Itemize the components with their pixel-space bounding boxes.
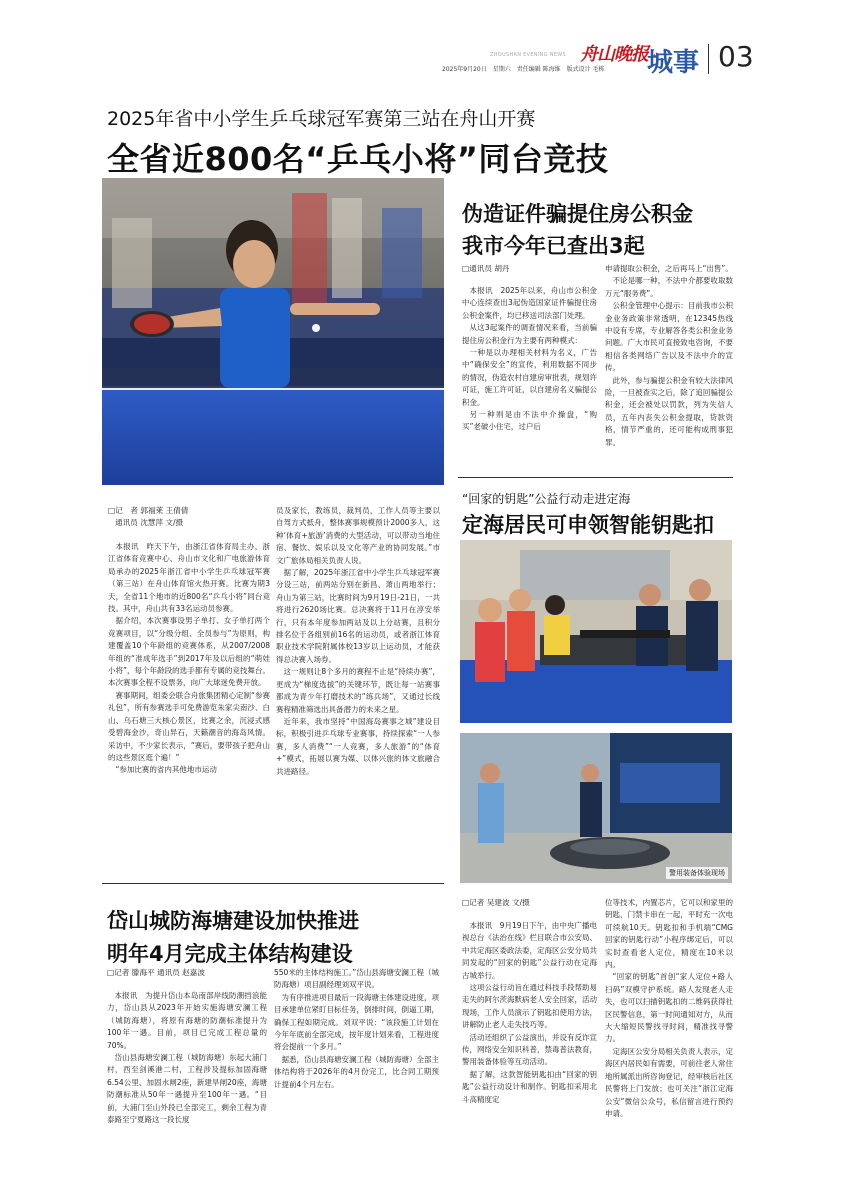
lead-byline-correspondent: 通讯员 沈慧萍 文/摄 bbox=[115, 518, 184, 527]
paragraph: 员及家长，教练员，裁判员，工作人员等主要以自驾方式抵舟，整体赛事规模预计2000多人，这种‘体育+旅游’消费的大型活动，可以带动当地住宿、餐饮、娱乐以及文化等产业的协同发展。”市文广旅体局相关负责人说。 bbox=[276, 506, 440, 565]
paragraph: 赛事期间，组委会联合舟旅集团精心定制“参赛礼包”，所有参赛选手可免费游览朱家尖南沙、白山、乌石塘三大核心景区，比赛之余，沉浸式感受碧海金沙，奇山异石，天籁潮音的海岛风情。采访中，不少家长表示，“赛后，要带孩子把舟山的这些景区逛个遍！” bbox=[108, 690, 270, 762]
fraud-body-col1 bbox=[462, 285, 597, 475]
key-body-col1 bbox=[462, 920, 597, 1160]
paragraph: 这一规则让8个多月的赛程不止是“持续办赛”，更成为“梯度选拔”的关键环节，既让每一站赛事都成为青少年打磨技术的“练兵场”，又通过长线赛程精准筛选出具备潜力的未来之星。 bbox=[276, 667, 440, 714]
paragraph: 位等技术，内置芯片，它可以和家里的钥匙，门禁卡串在一起，平时充一次电可续航10天。钥匙扣和手机端“CMG回家的钥匙行动”小程序绑定后，可以实时查看老人定位，精度在10米以内。 bbox=[605, 898, 733, 970]
seawall-body-col1 bbox=[107, 990, 267, 1160]
police-demo-photo-illustration bbox=[460, 540, 732, 723]
paragraph: 公积金管理中心提示：目前我市公积金业务政策非常透明，在12345热线中设有专席，专业解答各类公积金业务问题。广大市民可直接致电咨询，不要相信各类网络广告以及不法中介的宣传。 bbox=[605, 301, 733, 373]
paragraph: 本报讯 为提升岱山本岛南部岸线防潮挡浪能力，岱山县从2023年开始实施海塘安澜工程（城防海塘），将原有海塘的防潮标准提升为100年一遇。目前，项目已完成工程总量的70%。 bbox=[107, 991, 267, 1050]
fraud-headline-line2: 我市今年已查出3起 bbox=[462, 234, 645, 258]
seawall-byline: □记者 滕海平 通讯员 赵嘉波 bbox=[107, 968, 205, 977]
fraud-byline: □通讯员 胡丹 bbox=[462, 264, 510, 273]
key-photo-equipment bbox=[460, 733, 732, 883]
seawall-headline-line2: 明年4月完成主体结构建设 bbox=[107, 942, 353, 966]
fraud-body-col2 bbox=[605, 263, 733, 475]
paragraph: 据了解，这款智能钥匙扣由“回家的钥匙”公益行动设计和制作。钥匙扣采用北斗高精度定 bbox=[462, 1069, 597, 1104]
masthead bbox=[430, 38, 810, 78]
paragraph: 550米的主体结构施工。”岱山县海塘安澜工程（城防海塘）项目副经理刘双平说。 bbox=[274, 968, 439, 990]
paragraph: 活动还组织了公益演出，并设有反诈宣传，网络安全知识科普，禁毒普法教育，警用装备体验等互动活动。 bbox=[462, 1032, 597, 1067]
paragraph: 本报讯 9月19日下午，由中央广播电视总台《法治在线》栏目联合市公安局、中共定海区委政法委，定海区公安分局共同发起的“回家的钥匙”公益行动在定海古城举行。 bbox=[462, 921, 597, 980]
lead-photo-table-tennis bbox=[102, 178, 444, 485]
paragraph: 此外，参与骗提公积金有较大法律风险，一旦被查实之后，除了追回骗提公积金，还会被处以罚款，列为失信人员，五年内丧失公积金提取，贷款资格，情节严重的，还可能构成刑事犯罪。 bbox=[605, 375, 733, 447]
masthead-divider bbox=[708, 44, 709, 74]
paragraph: 本报讯 昨天下午，由浙江省体育局主办，浙江省体育竞赛中心、舟山市文化和广电旅游体育局承办的2025年浙江省中小学生乒乓球冠军赛（第三站）在舟山体育馆火热开赛。比赛为期3天，全省11个地市的近800名“乒乓小将”同台竞技。其中，舟山共有33名运动员参赛。 bbox=[108, 542, 270, 614]
key-photo-police-demo bbox=[460, 540, 732, 723]
paragraph: 一种是以办理相关材料为名义，广告中“确保安全”的宣传，利用数据不同步的情况，伪造农村自建房审批表，规划许可证，施工许可证，以自建房名义骗提公积金。 bbox=[462, 348, 597, 407]
section-title: 城事 bbox=[647, 48, 700, 78]
key-photo-caption: 警用装备体验现场 bbox=[666, 867, 728, 879]
paragraph: 本报讯 2025年以来，舟山市公积金中心连续查出3起伪造国家证件骗提住房公积金案件，均已移送司法部门处理。 bbox=[462, 286, 597, 320]
masthead-date-line: 2025年9月20日 星期六 责任编辑 陈海维 版式设计 毛栋 bbox=[442, 66, 605, 73]
lead-body-col2 bbox=[276, 505, 440, 871]
fraud-bottom-rule bbox=[458, 477, 733, 478]
seawall-headline bbox=[107, 905, 359, 968]
lead-bottom-rule bbox=[102, 883, 444, 884]
paragraph: 定海区公安分局相关负责人表示，定海区内居民如有需要，可前往老人常住地所属派出所咨询登记，经审核后社区民警将上门发放；也可关注“浙江定海公安”微信公众号，私信留言进行预约申请。 bbox=[605, 1046, 733, 1118]
paragraph: 据悉，岱山县海塘安澜工程（城防海塘）全部主体结构将于2026年的4月份完工，比合同工期预计提前4个月左右。 bbox=[274, 1054, 439, 1089]
paragraph: 据介绍，本次赛事设男子单打、女子单打两个竞赛项目，以“分级分组、全员参与”为原则，构建覆盖10个年龄组的竞赛体系，从2007/2008年组的“准成年选手”到2017年及以后组的“萌娃小将”，每个年龄段的选手都有专属的竞技舞台。本次赛事全程不设票务，向广大球迷免费开放。 bbox=[108, 616, 270, 688]
newspaper-logo: 舟山晚报 bbox=[580, 44, 648, 65]
key-body-col2 bbox=[605, 897, 733, 1160]
paragraph: 申请提取公积金，之后再马上“出售”。 bbox=[605, 264, 733, 273]
lead-byline-reporter: □记 者 郭福莱 王倩倩 bbox=[108, 506, 189, 515]
paragraph: 岱山县海塘安澜工程（城防海塘）东起大浦门村，西至剑溪港二村，工程涉及提标加固海塘6.54公里、加固水闸2座，新建旱闸20座，海塘防潮标准从50年一遇提升至100年一遇。“目前，大浦门至山外段已全部完工，剩余工程为青泰路至宁夏路这一段长度 bbox=[107, 1053, 267, 1125]
key-kicker: “回家的钥匙”公益行动走进定海 bbox=[462, 492, 631, 506]
lead-headline: 全省近800名“乒乓小将”同台竞技 bbox=[107, 140, 609, 178]
paragraph: “参加比赛的省内其他地市运动 bbox=[115, 765, 217, 775]
fraud-headline-line1: 伪造证件骗提住房公积金 bbox=[462, 202, 693, 226]
paragraph: 这项公益行动旨在通过科技手段帮助易走失的阿尔茨海默病老人安全回家，活动现场，工作人员演示了钥匙扣使用方法，讲解防止老人走失技巧等。 bbox=[462, 983, 597, 1030]
key-headline: 定海居民可申领智能钥匙扣 bbox=[462, 513, 714, 537]
paragraph: 为有序推进项目最后一段海塘主体建设进度，项目承建单位紧盯目标任务，倒排时间，倒逼工期，确保工程如期完成。刘双平说：“该段施工计划在今年年底前全部完成，按年度计划来看，工程进度将会提前一个多月。” bbox=[274, 992, 439, 1052]
paragraph: 另一种则是由不法中介操盘，“购买”老破小住宅，过户后 bbox=[462, 410, 597, 432]
paragraph: 近年来，我市坚持“中国海岛赛事之城”建设目标，积极引进乒乓球专业赛事，持续探索“一人参赛，多人消费”“一人竞赛，多人旅游”的“体育+”模式，拓展以赛为媒、以体兴旅的体文旅融合共进路径。 bbox=[276, 716, 440, 776]
page-number: 03 bbox=[718, 40, 754, 73]
fraud-headline bbox=[462, 198, 693, 260]
paragraph: “回家的钥匙”首创“家人定位+路人扫码”双模守护系统。路人发现老人走失，也可以扫描钥匙扣的二维码获得社区民警信息，第一时间通知对方，从而大大缩短民警找寻时间，精准找寻警力。 bbox=[605, 972, 733, 1044]
key-byline: □记者 吴建波 文/摄 bbox=[462, 898, 530, 907]
paragraph: 从这3起案件的调查情况来看，当前骗提住房公积金行为主要有两种模式： bbox=[462, 323, 597, 345]
paragraph: 不论是哪一种，不法中介都要收取数万元“服务费”。 bbox=[605, 276, 733, 298]
lead-kicker: 2025年省中小学生乒乓球冠军赛第三站在舟山开赛 bbox=[107, 108, 536, 130]
lead-byline bbox=[108, 505, 268, 529]
seawall-headline-line1: 岱山城防海塘建设加快推进 bbox=[107, 909, 359, 933]
masthead-site: ZHOUSHAN EVENING NEWS bbox=[490, 52, 566, 58]
lead-body-col1 bbox=[108, 541, 270, 871]
equipment-photo-illustration bbox=[460, 733, 732, 883]
paragraph: 据了解，2025年浙江省中小学生乒乓球冠军赛分设三站，前两站分别在新昌、萧山两地举行；舟山为第三站，比赛时间为9月19日-21日，一共将进行2620场比赛。总决赛将于11月在淳安举行，只有本年度参加两站及以上分站赛，且积分排名位于各组别前16名的运动员，或者浙江体育职业技术学院附属体校13岁以上运动员，才能获得总决赛入场券。 bbox=[276, 568, 440, 664]
table-tennis-photo-illustration bbox=[102, 178, 444, 485]
seawall-body-col2 bbox=[274, 967, 439, 1160]
